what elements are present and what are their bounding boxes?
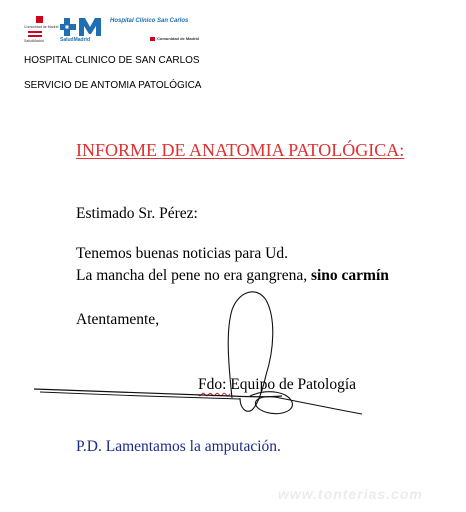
header-hospital: HOSPITAL CLINICO DE SAN CARLOS bbox=[24, 55, 200, 66]
comunidad-label bbox=[150, 36, 199, 41]
greeting: Estimado Sr. Pérez: bbox=[76, 205, 198, 222]
signature-prefix: Fdo: bbox=[198, 376, 231, 393]
red-square-icon bbox=[36, 16, 43, 23]
logo-small-text-top: Comunidad de Madrid bbox=[24, 25, 59, 29]
salud-madrid-logo bbox=[60, 16, 112, 44]
body-line-2-bold: sino carmín bbox=[310, 267, 389, 284]
cross-m-icon bbox=[60, 16, 110, 38]
hospital-name-logo: Hospital Clínico San Carlos bbox=[110, 18, 189, 24]
signature-name: Equipo de Patología bbox=[230, 376, 357, 393]
postscript: P.D. Lamentamos la amputación. bbox=[76, 438, 281, 455]
body-line-2 bbox=[76, 267, 389, 285]
salud-madrid-label: SaludMadrid bbox=[60, 37, 91, 43]
comunidad-label-text: Comunidad de Madrid bbox=[157, 36, 199, 41]
report-title: INFORME DE ANATOMIA PATOLÓGICA: bbox=[76, 140, 405, 160]
logo-stripe bbox=[28, 35, 42, 37]
flag-icon bbox=[150, 37, 155, 41]
body-line-1: Tenemos buenas noticias para Ud. bbox=[76, 245, 288, 262]
watermark: www.tonterias.com bbox=[278, 486, 423, 502]
header-service: SERVICIO DE ANTOMIA PATOLÓGICA bbox=[24, 80, 202, 91]
signature-line bbox=[198, 376, 356, 394]
logo-stripe bbox=[28, 31, 42, 33]
closing: Atentamente, bbox=[76, 311, 160, 328]
body-line-2-normal: La mancha del pene no era gangrena, bbox=[76, 267, 311, 284]
logo-small-text-bottom: SaludMadrid bbox=[24, 39, 44, 43]
comunidad-madrid-logo bbox=[24, 16, 58, 44]
